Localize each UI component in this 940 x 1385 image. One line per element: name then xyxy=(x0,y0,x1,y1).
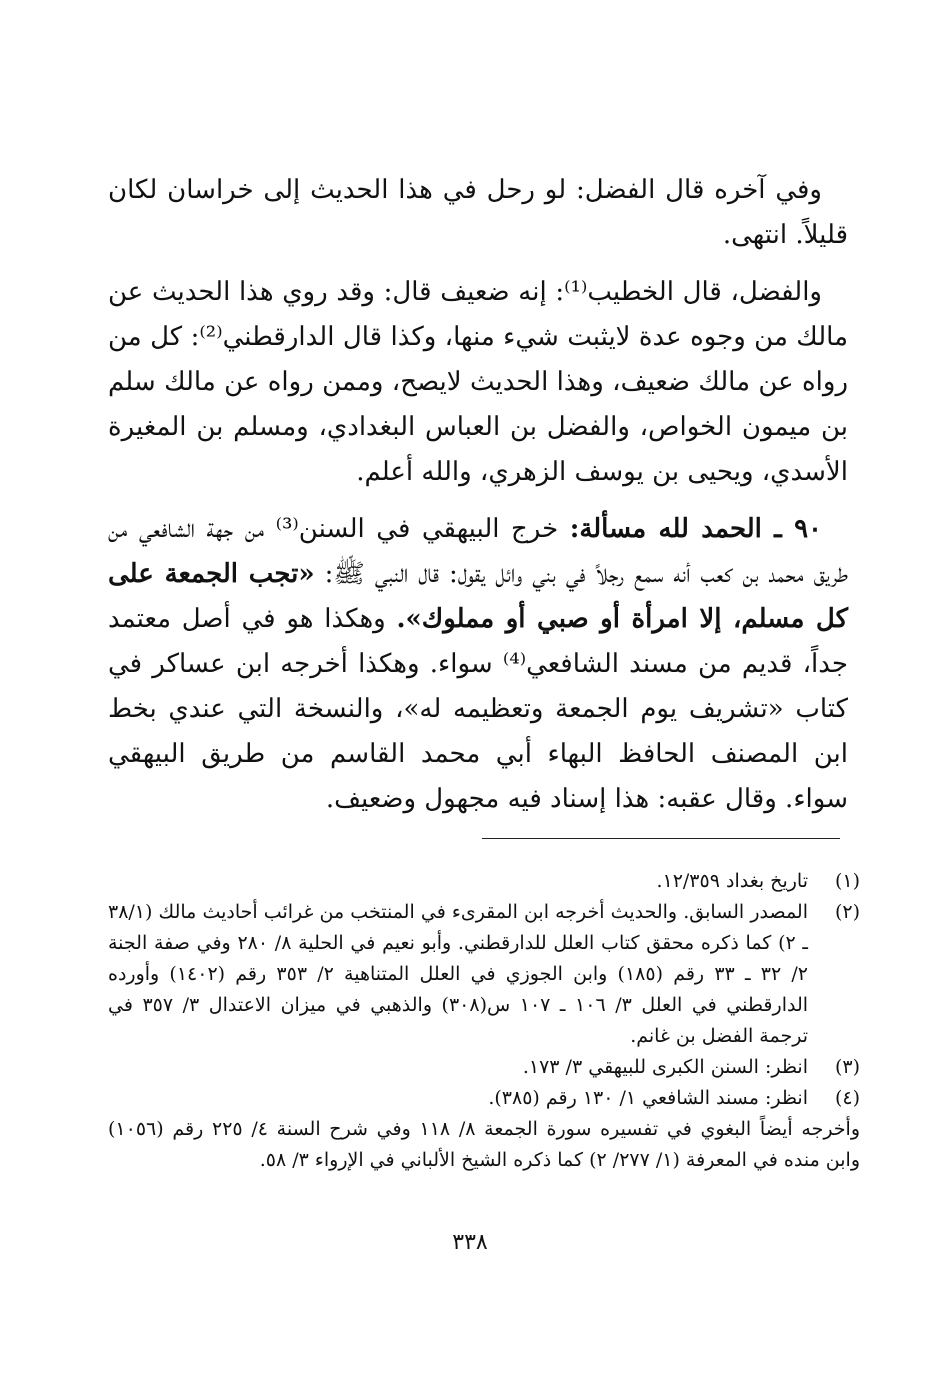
hadith-quote: «تجب الجمعة على كل مسلم، إلا امرأة أو صبي أو مملوك». xyxy=(108,559,848,634)
footnote-1 xyxy=(108,866,860,897)
paragraph-3 xyxy=(108,507,848,822)
footnote-number: (٢) xyxy=(834,901,860,923)
footnote-2 xyxy=(108,897,860,1052)
footnote-3 xyxy=(108,1052,860,1083)
footnote-4 xyxy=(108,1083,860,1114)
paragraph-3-text-1: خرج البيهقي في السنن⁽³⁾ من جهة الشافعي من طريق محمد بن كعب أنه سمع رجلاً في بني وائل يقول: قال النبي ﷺ: xyxy=(108,514,848,589)
issue-heading: ٩٠ ـ الحمد لله مسألة: xyxy=(569,514,822,544)
paragraph-3-text-2: وهكذا هو في أصل معتمد جداً، قديم من مسند الشافعي⁽⁴⁾ سواء. وهكذا أخرجه ابن عساكر في كتاب «تشريف يوم الجمعة وتعظيمه له»، والنسخة التي عندي بخط ابن المصنف الحافظ البهاء أبي محمد القاسم من طريق البيهقي سواء. وقال عقبه: هذا إسناد فيه مجهول وضعيف. xyxy=(108,604,848,814)
footnote-text: انظر: مسند الشافعي ١/ ١٣٠ رقم (٣٨٥). xyxy=(488,1087,808,1109)
footnote-number: (١) xyxy=(834,870,860,892)
page-number: ٣٣٨ xyxy=(452,1230,488,1255)
paragraph-2: والفضل، قال الخطيب⁽¹⁾: إنه ضعيف قال: وقد روي هذا الحديث عن مالك من وجوه عدة لايثبت شيء منها، وكذا قال الدارقطني⁽²⁾: كل من رواه عن مالك ضعيف، وهذا الحديث لايصح، وممن رواه عن مالك سلم بن ميمون الخواص، والفضل بن العباس البغدادي، ومسلم بن المغيرة الأسدي، ويحيى بن يوسف الزهري، والله أعلم. xyxy=(108,277,848,487)
paragraph-1: وفي آخره قال الفضل: لو رحل في هذا الحديث إلى خراسان لكان قليلاً. انتهى. xyxy=(108,175,848,250)
main-text xyxy=(108,168,848,830)
footnote-text: انظر: السنن الكبرى للبيهقي ٣/ ١٧٣. xyxy=(522,1056,808,1078)
footnote-divider xyxy=(482,838,840,839)
footnote-number: (٣) xyxy=(834,1056,860,1078)
footnotes xyxy=(108,866,860,1176)
footnote-text: المصدر السابق. والحديث أخرجه ابن المقرىء في المنتخب من غرائب أحاديث مالك (٣٨/١ ـ ٢) كما ذكره محقق كتاب العلل للدارقطني. وأبو نعيم في الحلية ٨/ ٢٨٠ وفي صفة الجنة ٢/ ٣٢ ـ ٣٣ رقم (١٨٥) وابن الجوزي في العلل المتناهية ٢/ ٣٥٣ رقم (١٤٠٢) وأورده الدارقطني في العلل ٣/ ١٠٦ ـ ١٠٧ س(٣٠٨) والذهبي في ميزان الاعتدال ٣/ ٣٥٧ في ترجمة الفضل بن غانم. xyxy=(108,901,809,1047)
footnote-text: تاريخ بغداد ١٢/٣٥٩. xyxy=(656,870,808,892)
footnote-number: (٤) xyxy=(834,1087,860,1109)
footnote-continuation: وأخرجه أيضاً البغوي في تفسيره سورة الجمعة ٨/ ١١٨ وفي شرح السنة ٤/ ٢٢٥ رقم (١٠٥٦) وابن منده في المعرفة (١/ ٢٧٧/ ٢) كما ذكره الشيخ الألباني في الإرواء ٣/ ٥٨. xyxy=(108,1118,861,1171)
